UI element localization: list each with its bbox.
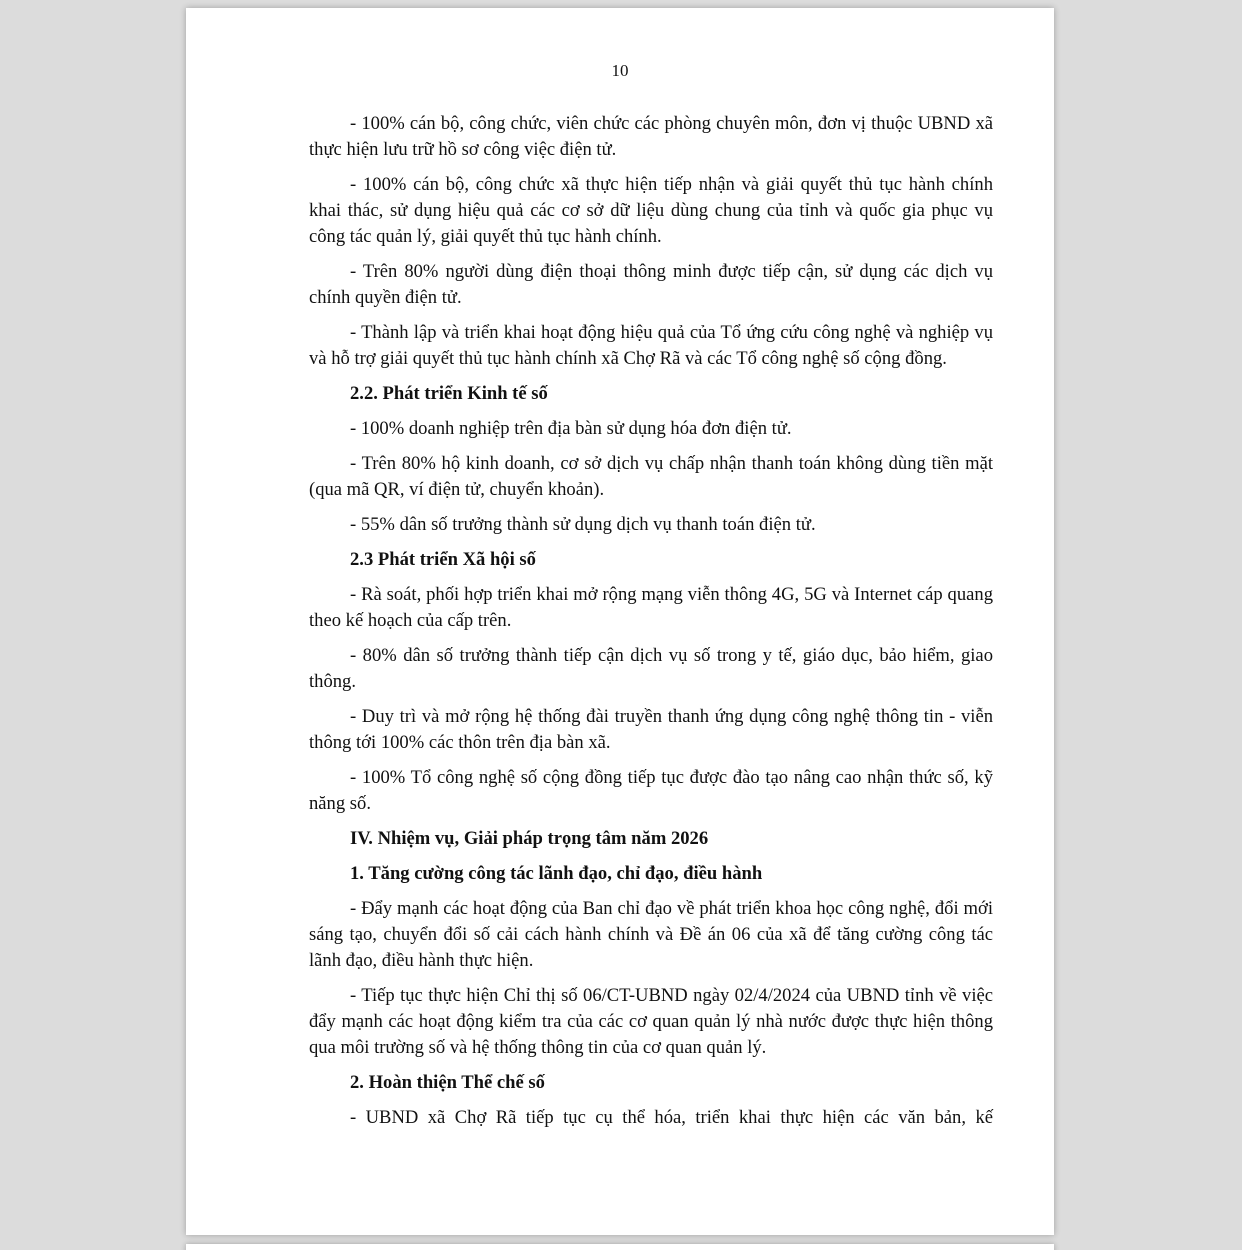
page-number: 10 [611,61,629,80]
paragraph: - 55% dân số trưởng thành sử dụng dịch vụ thanh toán điện tử. [350,514,816,535]
paragraph: - 100% doanh nghiệp trên địa bàn sử dụng hóa đơn điện tử. [350,418,792,439]
paragraph: - Thành lập và triển khai hoạt động hiệu quả của Tổ ứng cứu công nghệ và nghiệp vụ và hỗ trợ giải quyết thủ tục hành chính xã Chợ Rã và các Tổ công nghệ số cộng đồng. [309,322,993,369]
paragraph: - Đẩy mạnh các hoạt động của Ban chỉ đạo về phát triển khoa học công nghệ, đổi mới sáng tạo, chuyển đổi số cải cách hành chính và Đề án 06 của xã để tăng cường công tác lãnh đạo, điều hành thực hiện. [309,898,993,971]
section-heading: 2. Hoàn thiện Thể chế số [350,1072,545,1093]
paragraph: - Duy trì và mở rộng hệ thống đài truyền thanh ứng dụng công nghệ thông tin - viễn thông tới 100% các thôn trên địa bàn xã. [309,706,993,753]
next-page-edge [186,1244,1054,1250]
paragraph: - UBND xã Chợ Rã tiếp tục cụ thể hóa, triển khai thực hiện các văn bản, kế [350,1107,993,1128]
paragraph: - 100% cán bộ, công chức xã thực hiện tiếp nhận và giải quyết thủ tục hành chính khai thác, sử dụng hiệu quả các cơ sở dữ liệu dùng chung của tỉnh và quốc gia phục vụ công tác quản lý, giải quyết thủ tục hành chính. [309,174,993,247]
paragraph: - 100% Tổ công nghệ số cộng đồng tiếp tục được đào tạo nâng cao nhận thức số, kỹ năng số. [309,767,993,814]
paragraph: - Rà soát, phối hợp triển khai mở rộng mạng viễn thông 4G, 5G và Internet cáp quang theo kế hoạch của cấp trên. [309,584,993,631]
section-heading: IV. Nhiệm vụ, Giải pháp trọng tâm năm 2026 [350,828,709,849]
section-heading: 1. Tăng cường công tác lãnh đạo, chỉ đạo, điều hành [350,863,763,884]
text-blocks [309,111,993,1140]
paragraph: - Tiếp tục thực hiện Chỉ thị số 06/CT-UBND ngày 02/4/2024 của UBND tỉnh về việc đẩy mạnh các hoạt động kiểm tra của các cơ quan quản lý nhà nước được thực hiện thông qua môi trường số và hệ thống thông tin của cơ quan quản lý. [309,985,993,1058]
section-heading: 2.2. Phát triển Kinh tế số [350,383,548,404]
document-page [186,8,1054,1235]
paragraph: - Trên 80% người dùng điện thoại thông minh được tiếp cận, sử dụng các dịch vụ chính quyền điện tử. [309,261,993,308]
section-heading: 2.3 Phát triển Xã hội số [350,549,536,570]
paragraph: - Trên 80% hộ kinh doanh, cơ sở dịch vụ chấp nhận thanh toán không dùng tiền mặt (qua mã QR, ví điện tử, chuyển khoản). [309,453,993,500]
paragraph: - 100% cán bộ, công chức, viên chức các phòng chuyên môn, đơn vị thuộc UBND xã thực hiện lưu trữ hồ sơ công việc điện tử. [309,113,993,160]
paragraph: - 80% dân số trưởng thành tiếp cận dịch vụ số trong y tế, giáo dục, bảo hiểm, giao thông. [309,645,993,692]
